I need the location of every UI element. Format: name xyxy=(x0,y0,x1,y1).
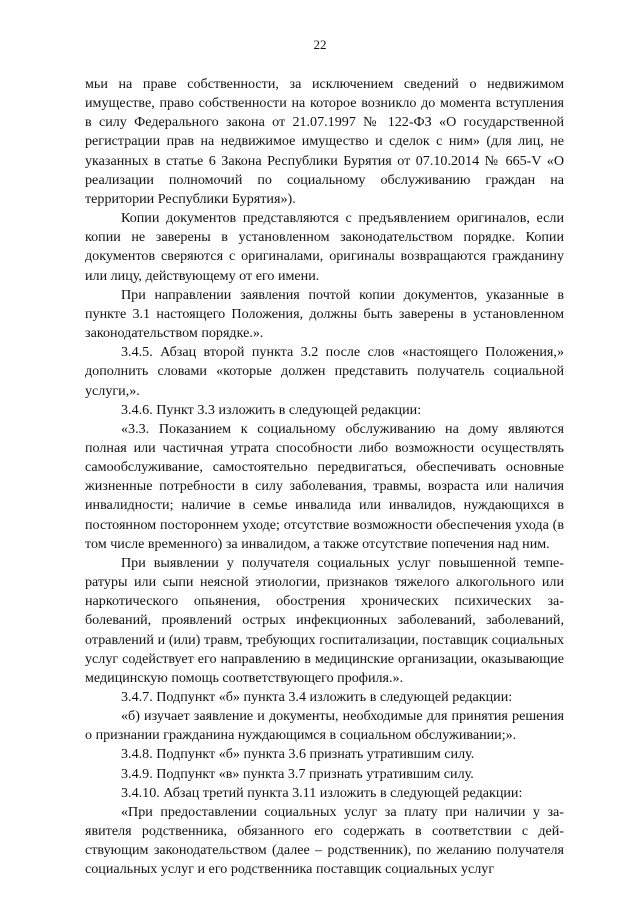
paragraph-9: «б) изучает заявление и документы, необходимые для принятия решения о признании гражданина нуждающимся в социальном обслуживании;». xyxy=(85,708,564,744)
paragraph-2: Копии документов представляются с предъявлением оригиналов, если копии не заверены в установленном законодательством порядке. Копии документов сверяются с оригиналами, оригиналы возвращаются гражданину или лицу, действующему от его имени. xyxy=(85,210,564,284)
page-number: 22 xyxy=(313,37,327,52)
paragraph-13: «При предоставлении социальных услуг за плату при наличии у заявителя родственника, обязанного его содержать в соответствии с действующим законодательством (далее – родственник), по желанию получателя социальных услуг и его родственника поставщик социальных услуг xyxy=(85,803,564,878)
paragraph-10: 3.4.8. Подпункт «б» пункта 3.6 признать утратившим силу. xyxy=(121,746,475,763)
paragraph-1: мьи на праве собственности, за исключением сведений о недвижимом имуществе, право собственности на которое возникло до момента вступления в силу Федерального закона от 21.07.1997 № 122-ФЗ «О государственной регистрации прав на недвижимое имущество и сделок с ним» (для лиц, не указанных в статье 6 Закона Республики Бурятия от 07.10.2014 № 665-V «О реализации полномочий по социальному обслуживанию граждан на территории Республики Бурятия»). xyxy=(85,76,564,207)
paragraph-4: 3.4.5. Абзац второй пункта 3.2 после слов «настоящего Положения,» дополнить словами «которые должен представить получатель социальной услуги,». xyxy=(85,344,564,399)
paragraph-5: 3.4.6. Пункт 3.3 изложить в следующей редакции: xyxy=(121,401,422,418)
paragraph-11: 3.4.9. Подпункт «в» пункта 3.7 признать утратившим силу. xyxy=(121,765,474,782)
paragraph-6: «3.3. Показанием к социальному обслуживанию на дому являются полная или частичная утрата способности либо возможности осуществлять самообслуживание, самостоятельно передвигаться, обеспечивать основные жизненные потребности в силу заболевания, травмы, возраста или наличия инвалидности; наличие в семье инвалида или инвалидов, нуждающихся в постоянном постороннем уходе; отсутствие возможности обеспечения ухода (в том числе временного) за инвалидом, а также отсутствие попечения над ним. xyxy=(85,420,564,552)
paragraph-8: 3.4.7. Подпункт «б» пункта 3.4 изложить в следующей редакции: xyxy=(121,689,513,705)
paragraph-12: 3.4.10. Абзац третий пункта 3.11 изложить в следующей редакции: xyxy=(121,784,523,801)
paragraph-7: При выявлении у получателя социальных услуг повышенной температуры или сыпи неясной этиологии, признаков тяжелого алкогольного или наркотического опьянения, обострения хронических психических заболеваний, проявлений острых инфекционных заболеваний, заболеваний, отравлений и (или) травм, требующих госпитализации, поставщик социальных услуг содействует его направлению в медицинские организации, оказывающие медицинскую помощь соответствующего профиля.». xyxy=(85,554,564,686)
paragraph-3: При направлении заявления почтой копии документов, указанные в пункте 3.1 настоящего Положения, должны быть заверены в установленном законодательством порядке.». xyxy=(85,286,564,342)
document-body xyxy=(85,75,564,880)
